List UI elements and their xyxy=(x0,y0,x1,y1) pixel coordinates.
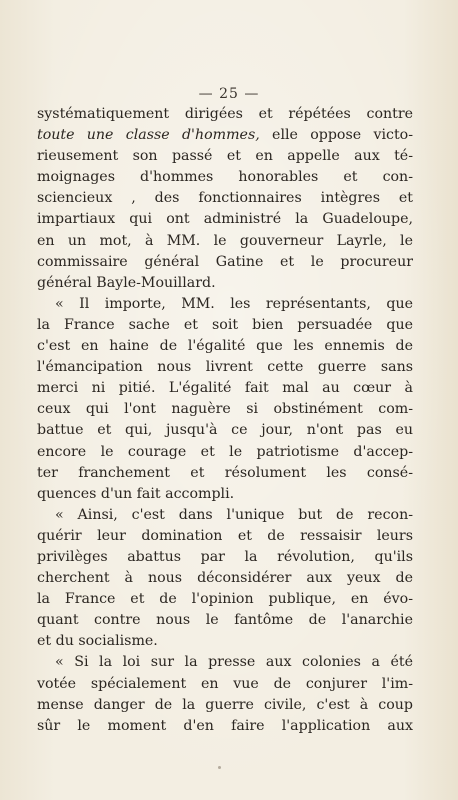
text-line: et du socialisme. xyxy=(37,633,158,650)
text-fragment: elle oppose victo- xyxy=(259,127,413,144)
text-line: impartiaux qui ont administré la Guadeloupe, xyxy=(37,211,413,228)
text-line: quences d'un fait accompli. xyxy=(37,485,235,502)
text-line xyxy=(37,125,413,146)
text-line: rieusement son passé et en appelle aux té- xyxy=(37,148,413,165)
text-line: privilèges abattus par la révolution, qu'ils xyxy=(37,548,413,565)
text-line: c'est en haine de l'égalité que les ennemis de xyxy=(37,338,413,355)
text-line: sûr le moment d'en faire l'application aux xyxy=(37,717,413,734)
text-line: battue et qui, jusqu'à ce jour, n'ont pas eu xyxy=(37,422,413,439)
text-line: ter franchement et résolument les consé- xyxy=(37,464,413,481)
text-line: encore le courage et le patriotisme d'accep- xyxy=(37,443,413,460)
text-line: la France sache et soit bien persuadée que xyxy=(37,316,413,333)
text-line: « Si la loi sur la presse aux colonies a été xyxy=(55,654,413,671)
text-line: moignages d'hommes honorables et con- xyxy=(37,169,413,186)
text-line: général Bayle-Mouillard. xyxy=(37,274,216,291)
text-line: quérir leur domination et de ressaisir leurs xyxy=(37,527,413,544)
text-line: « Il importe, MM. les représentants, que xyxy=(55,295,413,312)
text-line: mense danger de la guerre civile, c'est à coup xyxy=(37,696,413,713)
text-line: quant contre nous le fantôme de l'anarchie xyxy=(37,612,413,629)
text-line: systématiquement dirigées et répétées contre xyxy=(37,106,413,122)
text-line: sciencieux , des fonctionnaires intègres et xyxy=(37,190,413,207)
text-line: commissaire général Gatine et le procureur xyxy=(37,253,413,270)
text-line: en un mot, à MM. le gouverneur Layrle, le xyxy=(37,232,413,249)
body-text xyxy=(37,104,413,737)
text-line: merci ni pitié. L'égalité fait mal au cœur à xyxy=(37,380,413,397)
text-line: « Ainsi, c'est dans l'unique but de recon- xyxy=(55,506,413,523)
text-line: cherchent à nous déconsidérer aux yeux de xyxy=(37,570,413,587)
text-line: la France et de l'opinion publique, en évo- xyxy=(37,591,413,608)
text-line: l'émancipation nous livrent cette guerre sans xyxy=(37,359,413,376)
text-line: ceux qui l'ont naguère si obstinément com- xyxy=(37,401,413,418)
paper-speck xyxy=(218,766,221,769)
italic-phrase: toute une classe d'hommes, xyxy=(37,127,260,144)
page-number: — 25 — xyxy=(198,86,260,102)
text-line: votée spécialement en vue de conjurer l'im- xyxy=(37,675,413,692)
